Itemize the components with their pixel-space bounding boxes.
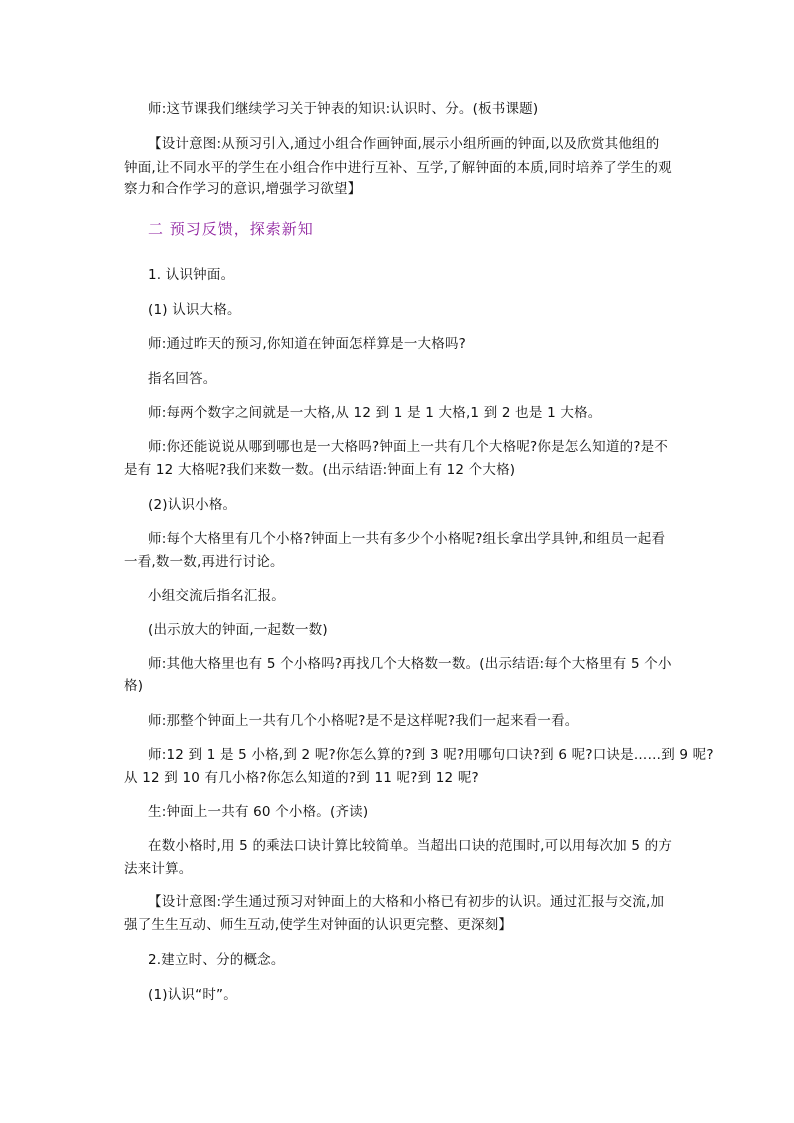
teacher-question-4-line-2: 格) [124,678,144,694]
item-recognize-small-divisions: (2)认识小格。 [148,497,237,513]
show-enlarged-clock: (出示放大的钟面,一起数一数) [148,622,328,638]
teacher-explanation-1: 师:每两个数字之间就是一大格,从 12 到 1 是 1 大格,1 到 2 也是 1 大格。 [148,405,602,421]
item-recognize-big-divisions: (1) 认识大格。 [148,302,241,318]
teacher-question-4-line-1: 师:其他大格里也有 5 个小格吗?再找几个大格数一数。(出示结语:每个大格里有 5 个小 [148,656,672,672]
teacher-question-6-line-2: 从 12 到 10 有几小格?你怎么知道的?到 11 呢?到 12 呢? [124,770,479,786]
design-intent-line-1: 【设计意图:从预习引入,通过小组合作画钟面,展示小组所画的钟面,以及欣赏其他组的 [148,136,660,152]
item-hour-minute-concept: 2.建立时、分的概念。 [148,952,285,968]
teacher-question-3-line-1: 师:每个大格里有几个小格?钟面上一共有多少个小格呢?组长拿出学具钟,和组员一起看 [148,531,666,547]
item-recognize-clock-face: 1. 认识钟面。 [148,267,235,283]
paragraph-intro: 师:这节课我们继续学习关于钟表的知识:认识时、分。(板书课题) [148,101,539,117]
call-on-student: 指名回答。 [148,371,217,387]
teacher-question-1: 师:通过昨天的预习,你知道在钟面怎样算是一大格吗? [148,336,467,352]
counting-tip-line-2: 法来计算。 [124,861,193,877]
counting-tip-line-1: 在数小格时,用 5 的乘法口诀计算比较简单。当超出口诀的范围时,可以用每次加 5 的方 [148,838,673,854]
group-report: 小组交流后指名汇报。 [148,588,285,604]
teacher-question-2-line-2: 是有 12 大格呢?我们来数一数。(出示结语:钟面上有 12 个大格) [124,462,516,478]
student-answer: 生:钟面上一共有 60 个小格。(齐读) [148,804,369,820]
section-heading: 二 预习反馈，探索新知 [148,220,314,238]
item-recognize-hour: (1)认识“时”。 [148,987,237,1003]
design-intent-2-line-1: 【设计意图:学生通过预习对钟面上的大格和小格已有初步的认识。通过汇报与交流,加 [148,894,665,910]
teacher-question-3-line-2: 一看,数一数,再进行讨论。 [124,554,284,570]
design-intent-line-3: 察力和合作学习的意识,增强学习欲望】 [124,181,362,197]
teacher-question-6-line-1: 师:12 到 1 是 5 小格,到 2 呢?你怎么算的?到 3 呢?用哪句口诀?到 6 呢?口诀是……到 9 呢? [148,747,714,763]
design-intent-line-2: 钟面,让不同水平的学生在小组合作中进行互补、互学,了解钟面的本质,同时培养了学生的观 [124,160,672,176]
design-intent-2-line-2: 强了生生互动、师生互动,使学生对钟面的认识更完整、更深刻】 [124,917,513,933]
teacher-question-2-line-1: 师:你还能说说从哪到哪也是一大格吗?钟面上一共有几个大格呢?你是怎么知道的?是不 [148,439,669,455]
teacher-question-5: 师:那整个钟面上一共有几个小格呢?是不是这样呢?我们一起来看一看。 [148,713,579,729]
